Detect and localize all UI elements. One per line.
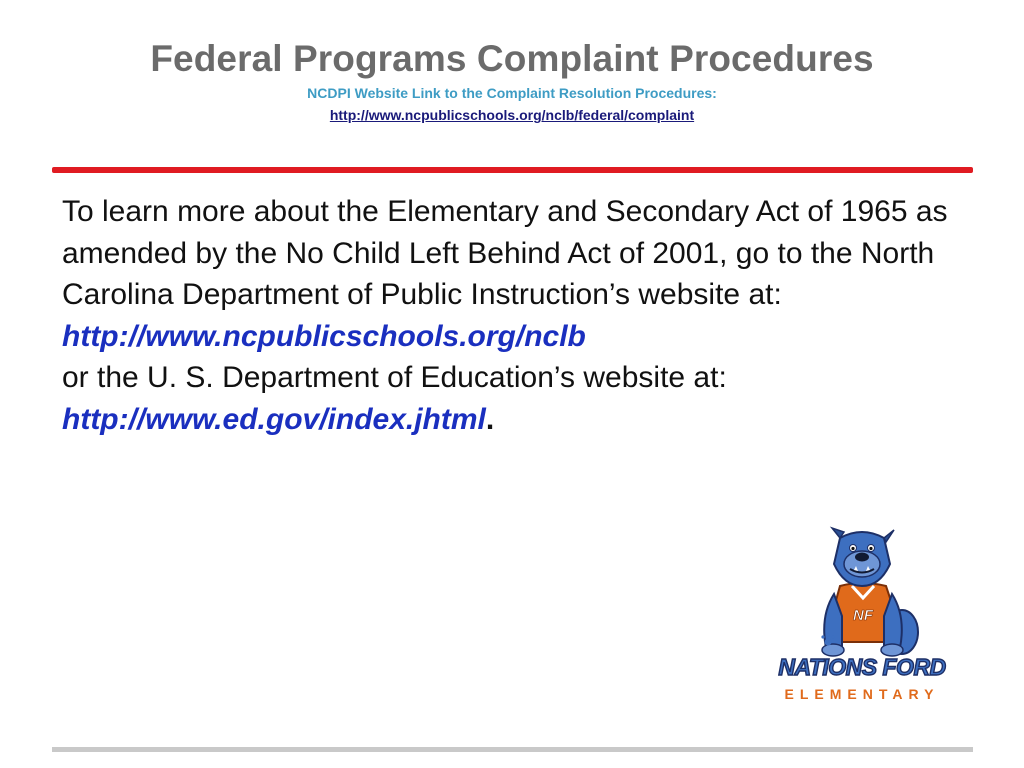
usdoe-paragraph: or the U. S. Department of Education’s website at:: [62, 361, 727, 394]
page-title: Federal Programs Complaint Procedures: [150, 38, 874, 79]
logo-subname: ELEMENTARY: [784, 686, 940, 702]
subtitle: NCDPI Website Link to the Complaint Resolution Procedures:: [307, 85, 717, 101]
nations-ford-bulldog-logo: [762, 524, 962, 704]
complaint-procedures-link[interactable]: http://www.ncpublicschools.org/nclb/federal/complaint: [329, 107, 695, 123]
shirt-monogram: NF: [853, 607, 873, 624]
ed-gov-link[interactable]: http://www.ed.gov/index.jhtml: [62, 402, 486, 436]
bulldog-right-ear: [884, 530, 894, 542]
ncpublicschools-link-line: [62, 316, 962, 358]
red-divider: [52, 167, 973, 173]
complaint-procedures-link-line: [0, 107, 1024, 123]
link-period: .: [485, 402, 495, 436]
ncpublicschools-link[interactable]: http://www.ncpublicschools.org/nclb: [62, 319, 586, 353]
body-text: [62, 191, 962, 440]
logo-name: NATIONS FORD: [778, 654, 946, 680]
gray-divider: [52, 747, 973, 752]
ed-gov-link-line: [62, 399, 962, 441]
intro-paragraph: To learn more about the Elementary and Secondary Act of 1965 as amended by the No Child Left Behind Act of 2001, go to the North Carolina Department of Public Instruction’s website at:: [62, 195, 948, 311]
bulldog-nose: [855, 553, 869, 562]
